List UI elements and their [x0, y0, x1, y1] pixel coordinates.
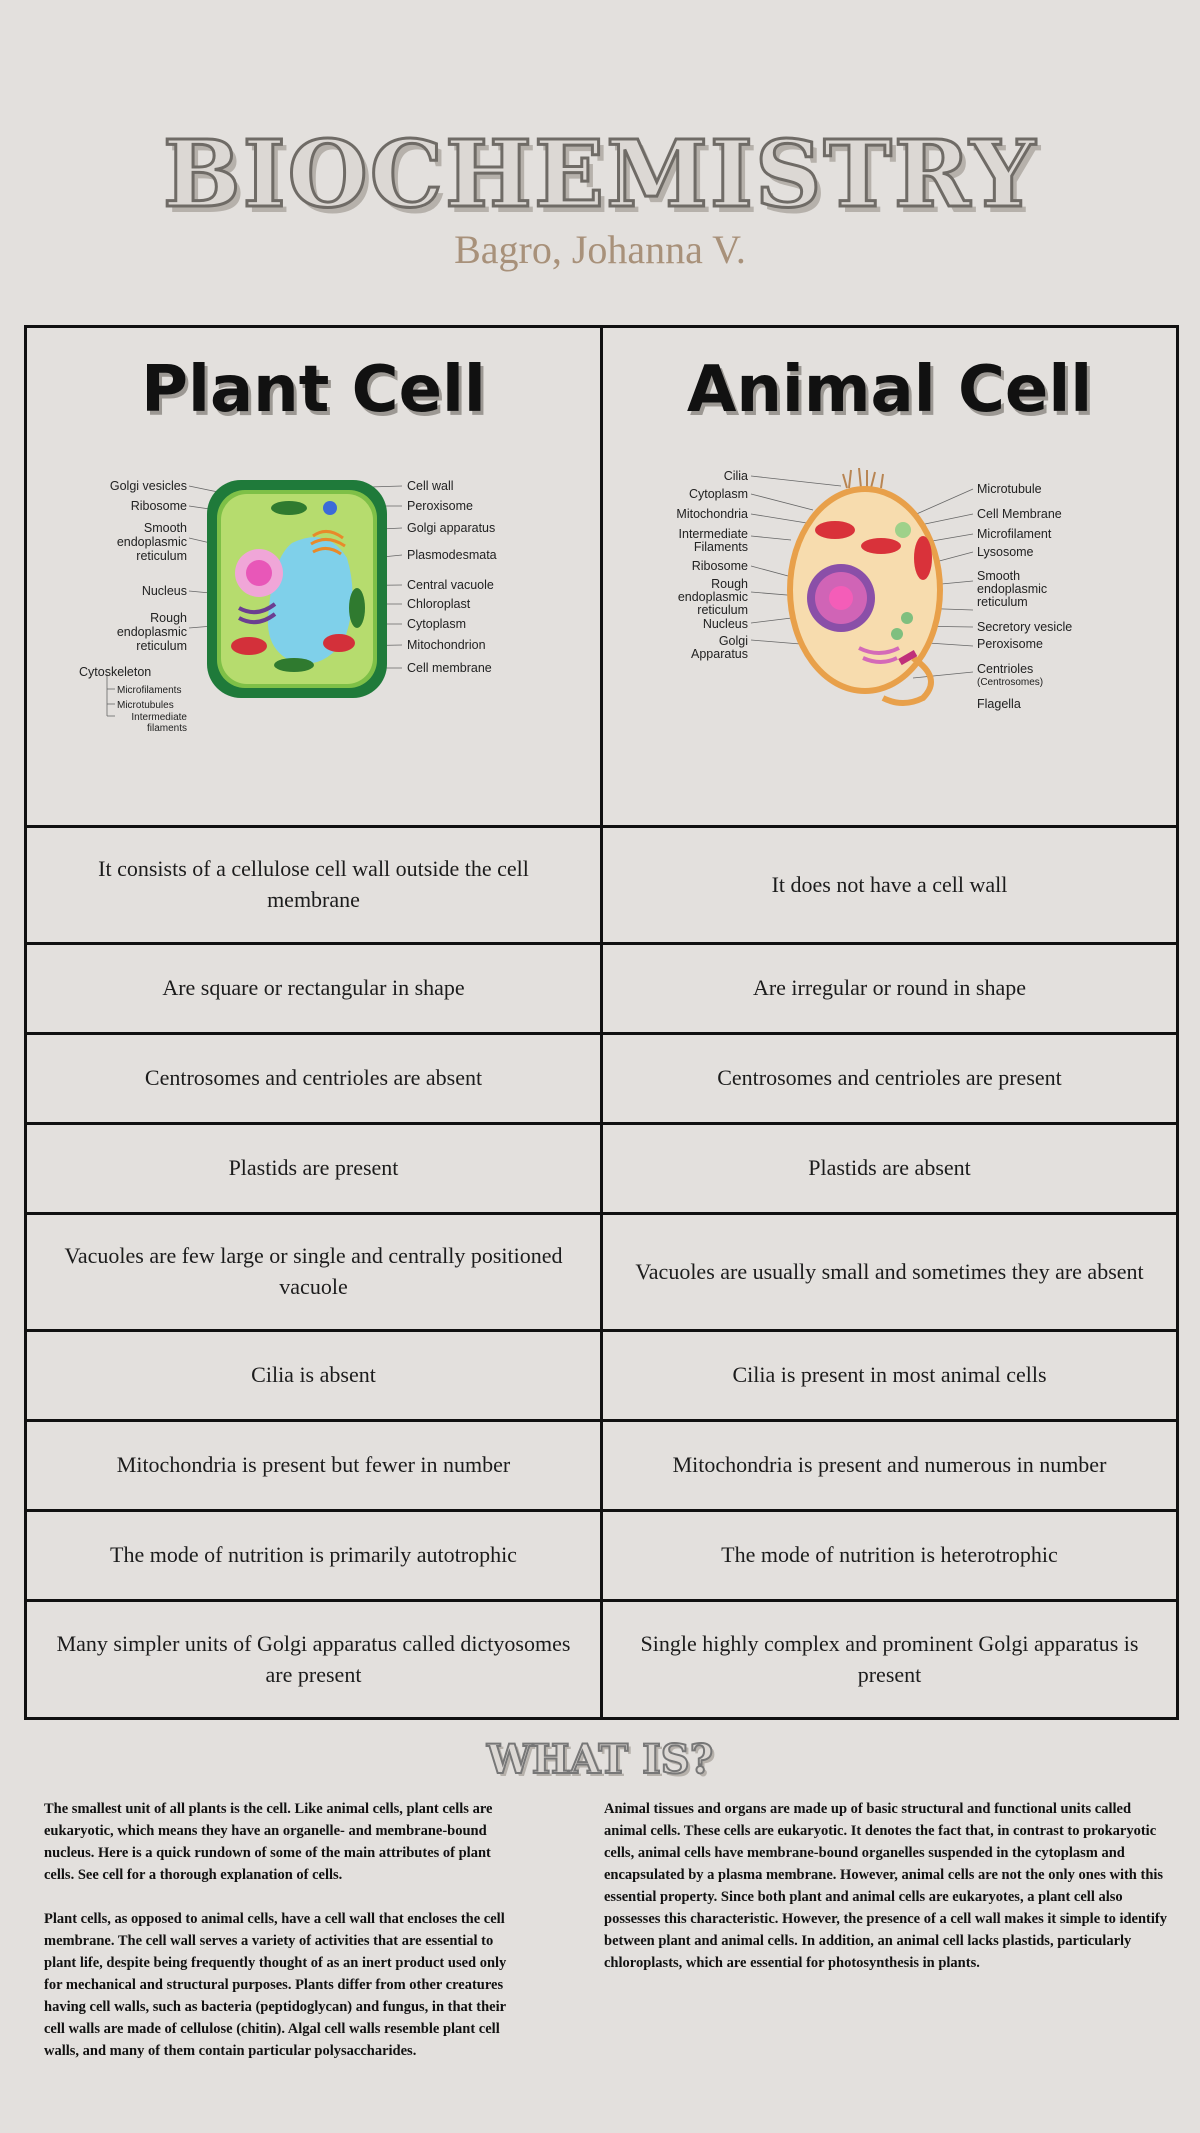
animal-label: Intermediate [678, 527, 748, 541]
plant-row-cell: Plastids are present [26, 1124, 602, 1214]
plant-cell-title: Plant Cell [141, 353, 486, 427]
plant-label: Mitochondrion [407, 638, 486, 652]
animal-row-cell: Cilia is present in most animal cells [602, 1331, 1178, 1421]
plant-paragraph: Plant cells, as opposed to animal cells, have a cell wall that encloses the cell membrane. The cell wall serves a variety of activities that are essential to plant life, despite being frequently thought of as an inert product used only for mechanical and structural purposes. Plants differ from other creatures having cell walls, such as bacteria (peptidoglycan) and fungus, in that their cell walls are made of cellulose (chitin). Algal cell walls resemble plant cell walls, and many of them contain particular polysaccharides. [44, 1911, 507, 2059]
plant-label: reticulum [136, 549, 187, 563]
plant-cell-diagram [27, 468, 597, 818]
animal-label: Microtubule [977, 482, 1042, 496]
plant-label: Golgi apparatus [407, 521, 496, 535]
animal-row-cell: It does not have a cell wall [602, 827, 1178, 944]
animal-label: Rough [711, 577, 748, 591]
plant-description [44, 1798, 514, 2084]
animal-cell-diagram [603, 468, 1173, 818]
animal-label: Cell Membrane [977, 507, 1062, 521]
plant-label: filaments [146, 723, 187, 734]
page-title: BIOCHEMISTRY [162, 120, 1038, 228]
animal-label: reticulum [977, 595, 1028, 609]
plant-row-cell: Centrosomes and centrioles are absent [26, 1034, 602, 1124]
plant-cell-header-cell [26, 327, 602, 827]
plant-row-cell: Are square or rectangular in shape [26, 944, 602, 1034]
animal-row-cell: Single highly complex and prominent Golgi apparatus is present [602, 1601, 1178, 1719]
plant-label: endoplasmic [116, 535, 187, 549]
author-name: Bagro, Johanna V. [454, 227, 746, 272]
animal-row-cell: Centrosomes and centrioles are present [602, 1034, 1178, 1124]
animal-label: Nucleus [702, 617, 748, 631]
animal-cell-header-cell [602, 327, 1178, 827]
animal-label: Filaments [693, 540, 748, 554]
plant-row-cell: It consists of a cellulose cell wall outside the cell membrane [26, 827, 602, 944]
plant-label: Central vacuole [407, 578, 494, 592]
animal-label: endoplasmic [677, 590, 748, 604]
plant-label: Cell wall [407, 479, 454, 493]
animal-row-cell: Mitochondria is present and numerous in number [602, 1421, 1178, 1511]
animal-label: Smooth [977, 569, 1021, 583]
plant-label: Microtubules [117, 700, 174, 711]
plant-label: Nucleus [141, 584, 187, 598]
plant-label: Plasmodesmata [407, 548, 497, 562]
comparison-table [24, 325, 1179, 1720]
plant-paragraph: The smallest unit of all plants is the cell. Like animal cells, plant cells are eukaryotic, which means they have an organelle- and membrane-bound nucleus. Here is a quick rundown of some of the main attributes of plant cells. See cell for a thorough explanation of cells. [44, 1801, 493, 1883]
animal-label: Mitochondria [676, 507, 748, 521]
animal-row-cell: Plastids are absent [602, 1124, 1178, 1214]
animal-cell-title: Animal Cell [686, 353, 1093, 427]
plant-label: Intermediate [131, 712, 187, 723]
animal-label: Centrioles [977, 662, 1034, 676]
plant-label: Golgi vesicles [109, 479, 187, 493]
plant-label: Ribosome [130, 499, 187, 513]
plant-label: Cytoskeleton [79, 665, 152, 679]
plant-row-cell: Mitochondria is present but fewer in number [26, 1421, 602, 1511]
what-is-heading: WHAT IS? [486, 1736, 714, 1783]
plant-row-cell: Many simpler units of Golgi apparatus called dictyosomes are present [26, 1601, 602, 1719]
plant-label: endoplasmic [116, 625, 187, 639]
animal-label: Cytoplasm [688, 487, 748, 501]
plant-label: Cell membrane [407, 661, 492, 675]
animal-label: Microfilament [977, 527, 1052, 541]
animal-label: Secretory vesicle [977, 620, 1073, 634]
animal-label: Cilia [723, 469, 748, 483]
plant-label: Chloroplast [407, 597, 471, 611]
animal-row-cell: The mode of nutrition is heterotrophic [602, 1511, 1178, 1601]
animal-description [604, 1798, 1176, 1996]
animal-label: reticulum [697, 603, 748, 617]
animal-label: Golgi [718, 634, 748, 648]
plant-label: Cytoplasm [407, 617, 467, 631]
animal-label: Lysosome [977, 545, 1034, 559]
plant-row-cell: The mode of nutrition is primarily autotrophic [26, 1511, 602, 1601]
animal-label: (Centrosomes) [977, 677, 1044, 688]
animal-label: endoplasmic [977, 582, 1048, 596]
plant-label: Rough [150, 611, 187, 625]
animal-label: Flagella [977, 697, 1021, 711]
animal-paragraph: Animal tissues and organs are made up of basic structural and functional units called animal cells. These cells are eukaryotic. It denotes the fact that, in contrast to prokaryotic cells, animal cells have membrane-bound organelles suspended in the cytoplasm and encapsulated by a plasma membrane. However, animal cells are not the only ones with this essential property. Since both plant and animal cells are eukaryotes, a plant cell also possesses this characteristic. However, the presence of a cell wall makes it simple to identify between plant and animal cells. In addition, an animal cell lacks plastids, particularly chloroplasts, which are essential for photosynthesis in plants. [604, 1801, 1167, 1971]
plant-row-cell: Vacuoles are few large or single and centrally positioned vacuole [26, 1214, 602, 1331]
plant-label: Smooth [143, 521, 187, 535]
animal-label: Ribosome [691, 559, 748, 573]
plant-row-cell: Cilia is absent [26, 1331, 602, 1421]
animal-row-cell: Are irregular or round in shape [602, 944, 1178, 1034]
animal-label: Peroxisome [977, 637, 1043, 651]
plant-label: Microfilaments [117, 685, 182, 696]
plant-label: Peroxisome [407, 499, 473, 513]
animal-label: Apparatus [691, 647, 748, 661]
animal-row-cell: Vacuoles are usually small and sometimes they are absent [602, 1214, 1178, 1331]
plant-label: reticulum [136, 639, 187, 653]
